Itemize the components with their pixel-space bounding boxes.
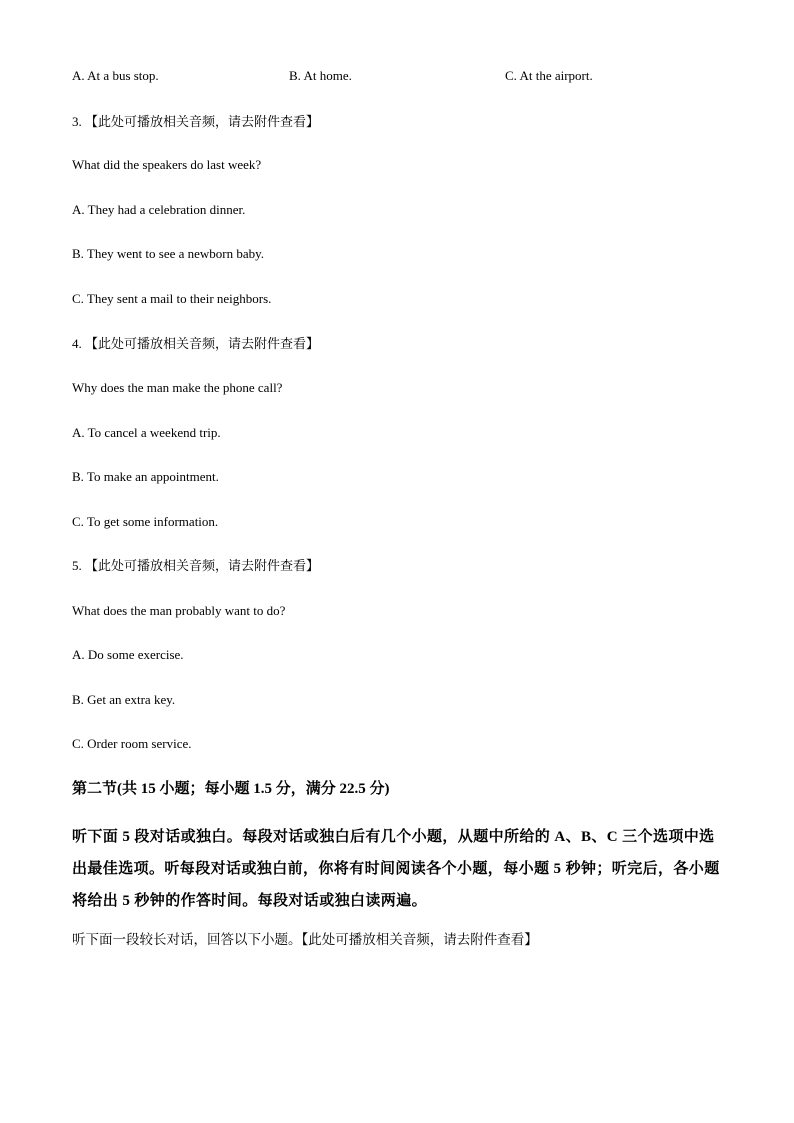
q5-header: 5. 【此处可播放相关音频，请去附件查看】 (72, 558, 320, 573)
q2-options-row (72, 68, 722, 84)
q3-option-b: B. They went to see a newborn baby. (72, 246, 265, 261)
q5-option-a: A. Do some exercise. (72, 647, 184, 662)
q4-header: 4. 【此处可播放相关音频，请去附件查看】 (72, 336, 320, 351)
q3-option-c: C. They sent a mail to their neighbors. (72, 291, 272, 306)
q4-option-b: B. To make an appointment. (72, 469, 219, 484)
q5-question: What does the man probably want to do? (72, 603, 286, 618)
q3-question: What did the speakers do last week? (72, 157, 262, 172)
q4-option-c: C. To get some information. (72, 514, 219, 529)
q2-option-b: B. At home. (289, 68, 352, 83)
q4-question: Why does the man make the phone call? (72, 380, 283, 395)
q5-option-b: B. Get an extra key. (72, 692, 176, 707)
section-instructions: 听下面 5 段对话或独白。每段对话或独白后有几个小题，从题中所给的 A、B、C 三个选项中选出最佳选项。听每段对话或独白前，你将有时间阅读各个小题，每小题 5 秒钟；听完后，各小题将给出 5 秒钟的作答时间。每段对话或独白读两遍。 (72, 829, 720, 909)
q3-option-a: A. They had a celebration dinner. (72, 202, 246, 217)
section-title: 第二节(共 15 小题；每小题 1.5 分，满分 22.5 分) (72, 781, 390, 797)
q3-header: 3. 【此处可播放相关音频，请去附件查看】 (72, 114, 320, 129)
dialogue-intro: 听下面一段较长对话，回答以下小题。【此处可播放相关音频，请去附件查看】 (72, 932, 538, 947)
q4-option-a: A. To cancel a weekend trip. (72, 425, 221, 440)
q5-option-c: C. Order room service. (72, 736, 192, 751)
q2-option-c: C. At the airport. (505, 68, 593, 83)
q2-option-a: A. At a bus stop. (72, 68, 159, 83)
